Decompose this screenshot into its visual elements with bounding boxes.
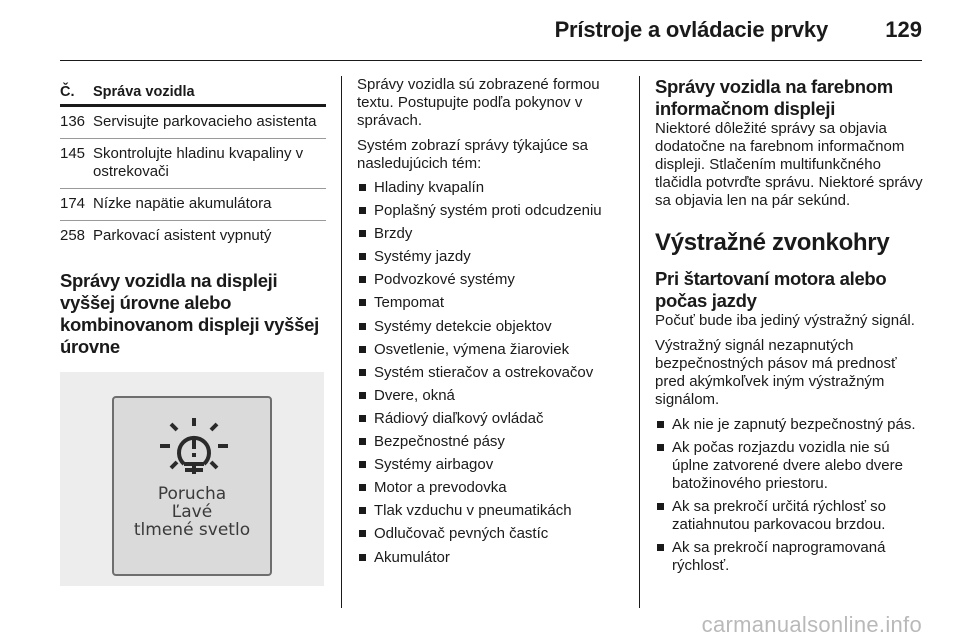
message-number: 145 xyxy=(60,145,86,162)
list-item: Ak sa prekročí určitá rýchlosť so zatiahnutou parkovacou brzdou. xyxy=(655,498,927,534)
list-item: Podvozkové systémy xyxy=(357,271,625,289)
column-1 xyxy=(60,76,326,586)
list-item: Tempomat xyxy=(357,294,625,312)
list-item: Osvetlenie, výmena žiaroviek xyxy=(357,341,625,359)
list-item: Ak počas rozjazdu vozidla nie sú úplne zatvorené dvere alebo dvere batožinového priestoru. xyxy=(655,439,927,493)
list-item: Systémy airbagov xyxy=(357,456,625,474)
column-divider-2 xyxy=(639,76,640,608)
section-heading-upper-display: Správy vozidla na displeji vyššej úrovne alebo kombinovanom displeji vyššej úrovne xyxy=(60,270,319,357)
watermark: carmanualsonline.info xyxy=(701,612,922,637)
chime-conditions-list xyxy=(655,416,927,575)
message-text: Servisujte parkovacieho asistenta xyxy=(93,113,317,130)
header-divider xyxy=(60,60,922,61)
table-row xyxy=(60,189,326,221)
list-item: Systémy jazdy xyxy=(357,248,625,266)
display-illustration xyxy=(60,372,324,586)
list-item: Hladiny kvapalín xyxy=(357,179,625,197)
display-message xyxy=(114,485,270,539)
page-number: 129 xyxy=(885,17,922,42)
table-row xyxy=(60,221,326,252)
column-2 xyxy=(357,76,625,572)
message-table-header xyxy=(60,80,326,107)
message-number: 258 xyxy=(60,227,86,244)
chime-paragraph-1: Počuť bude iba jediný výstražný signál. xyxy=(655,312,915,329)
list-item: Poplašný systém proti odcudzeniu xyxy=(357,202,625,220)
list-item: Ak nie je zapnutý bezpečnostný pás. xyxy=(655,416,927,434)
table-row xyxy=(60,107,326,139)
list-item: Brzdy xyxy=(357,225,625,243)
display-line-2: Ľavé xyxy=(171,502,213,522)
column-divider-1 xyxy=(341,76,342,608)
list-item: Motor a prevodovka xyxy=(357,479,625,497)
list-item: Systém stieračov a ostrekovačov xyxy=(357,364,625,382)
table-header-message: Správa vozidla xyxy=(93,84,195,100)
message-text: Parkovací asistent vypnutý xyxy=(93,227,272,244)
display-line-3: tlmené svetlo xyxy=(133,520,251,540)
column-3 xyxy=(655,76,927,580)
list-item: Akumulátor xyxy=(357,549,625,567)
color-display-heading: Správy vozidla na farebnom informačnom displeji xyxy=(655,76,893,119)
list-item: Dvere, okná xyxy=(357,387,625,405)
driver-info-display xyxy=(112,396,272,576)
list-item: Tlak vzduchu v pneumatikách xyxy=(357,502,625,520)
systems-list xyxy=(357,179,625,567)
exterior-light-warning-icon xyxy=(156,414,232,478)
display-line-1: Porucha xyxy=(157,484,227,504)
list-item: Bezpečnostné pásy xyxy=(357,433,625,451)
table-header-number: Č. xyxy=(60,84,75,100)
message-text: Skontrolujte hladinu kvapaliny v ostrekovači xyxy=(93,145,304,180)
intro-paragraph: Správy vozidla sú zobrazené formou textu. Postupujte podľa pokynov v správach. xyxy=(357,76,600,129)
engine-start-heading: Pri štartovaní motora alebo počas jazdy xyxy=(655,268,887,311)
systems-intro: Systém zobrazí správy týkajúce sa nasledujúcich tém: xyxy=(357,137,588,172)
table-row xyxy=(60,139,326,189)
list-item: Odlučovač pevných častíc xyxy=(357,525,625,543)
color-display-paragraph: Niektoré dôležité správy sa objavia dodatočne na farebnom informačnom displeji. Stlačením multifunkčného tlačidla potvrďte správu. Niektoré správy sa objavia len na pár sekúnd. xyxy=(655,120,923,209)
list-item: Systémy detekcie objektov xyxy=(357,318,625,336)
list-item: Ak sa prekročí naprogramovaná rýchlosť. xyxy=(655,539,927,575)
message-text: Nízke napätie akumulátora xyxy=(93,195,272,212)
chime-paragraph-2: Výstražný signál nezapnutých bezpečnostných pásov má prednosť pred akýmkoľvek iným výstražným signálom. xyxy=(655,337,897,408)
message-number: 174 xyxy=(60,195,86,212)
warning-chimes-heading: Výstražné zvonkohry xyxy=(655,229,890,256)
message-number: 136 xyxy=(60,113,86,130)
list-item: Rádiový diaľkový ovládač xyxy=(357,410,625,428)
page-header-title: Prístroje a ovládacie prvky xyxy=(554,17,828,42)
